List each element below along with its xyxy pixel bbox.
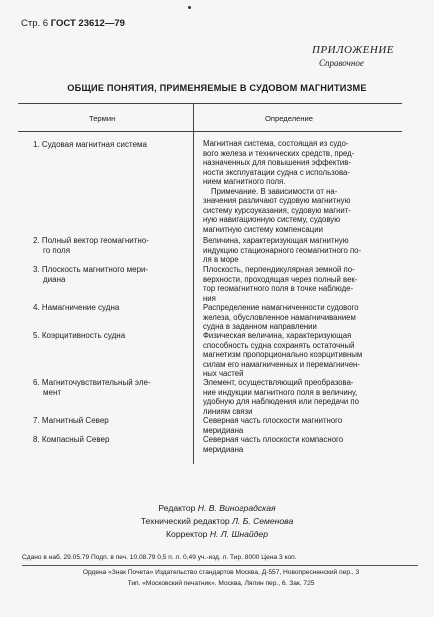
print-speck — [188, 6, 191, 9]
definition-6: Элемент, осуществляющий преобразова- ние индукции магнитного поля в величину, удобную для наблюдения или передачи по линиям связи — [203, 378, 359, 416]
publisher-line: Ордена «Знак Почета» Издательство стандартов Москва, Д-557, Новопресненский пер., 3 — [82, 569, 360, 576]
term-6: 6. Магниточувствительный эле- мент — [33, 378, 151, 397]
appendix-title: ПРИЛОЖЕНИЕ — [312, 44, 394, 56]
term-4: 4. Намагничение судна — [33, 303, 120, 312]
column-header-term: Термин — [89, 114, 116, 123]
standard-number: ГОСТ 23612—79 — [50, 18, 125, 29]
definition-2: Величина, характеризующая магнитную индукцию стационарного геомагнитного по- ля в море — [203, 236, 362, 264]
credits-tech-editor: Технический редактор Л. Б. Семенова — [140, 516, 294, 526]
definition-1-note: Примечание. В зависимости от на- — [211, 186, 338, 196]
definition-7: Северная часть плоскости магнитного меридиана — [203, 416, 343, 435]
appendix-subtitle: Справочное — [319, 58, 364, 68]
term-7: 7. Магнитный Север — [33, 416, 109, 425]
term-2: 2. Полный вектор геомагнитно- го поля — [33, 236, 149, 255]
table-header-rule — [18, 131, 402, 132]
term-5: 5. Коэрцитивность судна — [33, 331, 126, 340]
term-8: 8. Компасный Север — [33, 435, 110, 444]
definition-8: Северная часть плоскости компасного меридиана — [203, 435, 344, 454]
footer-rule — [22, 565, 418, 566]
credits-editor: Редактор Н. В. Виноградская — [158, 503, 276, 513]
term-1: 1. Судовая магнитная система — [33, 140, 147, 149]
definition-4: Распределение намагниченности судового железа, обусловленное намагничиванием судна в заданном направлении — [203, 303, 359, 331]
page-number: Стр. 6 — [21, 18, 49, 29]
definition-1: Магнитная система, состоящая из судо- вого железа и технических средств, пред- назначенных для повышения эффектив- ности эксплуатации судна с использова- нием магнитного поля. Примечание. В зависимости от на- значения различают судовую магнитную систему курсоуказания, судовую магнит- ную навигационную систему, судовую магнитную систему компенсации — [203, 139, 381, 234]
table-top-rule — [18, 103, 402, 104]
column-header-definition: Определение — [265, 114, 314, 123]
printer-line: Тип. «Московский печатник». Москва, Лялин пер., 6. Зак. 725 — [127, 580, 315, 587]
document-title: ОБЩИЕ ПОНЯТИЯ, ПРИМЕНЯЕМЫЕ В СУДОВОМ МАГНИТИЗМЕ — [67, 83, 367, 93]
term-3: 3. Плоскость магнитного мери- диана — [33, 265, 149, 284]
definition-5: Физическая величина, характеризующая способность судна сохранять остаточный магнетизм пропорционально коэрцитивным силам его намагниченных и перемагничен- ных частей — [203, 331, 363, 378]
credits-proofreader: Корректор Н. Л. Шнайдер — [166, 529, 268, 539]
definition-3: Плоскость, перпендикулярная земной по- верхности, проходящая через полный век- тор геомагнитного поля в точке наблюде- ния — [203, 265, 358, 303]
print-details: Сдано в наб. 29.05.79 Подп. в печ. 10.08.79 0,5 п. л. 0,49 уч.-изд. л. Тир. 8000 Цена 3 коп. — [22, 554, 297, 561]
table-column-divider — [193, 103, 194, 464]
page-header — [21, 18, 125, 29]
